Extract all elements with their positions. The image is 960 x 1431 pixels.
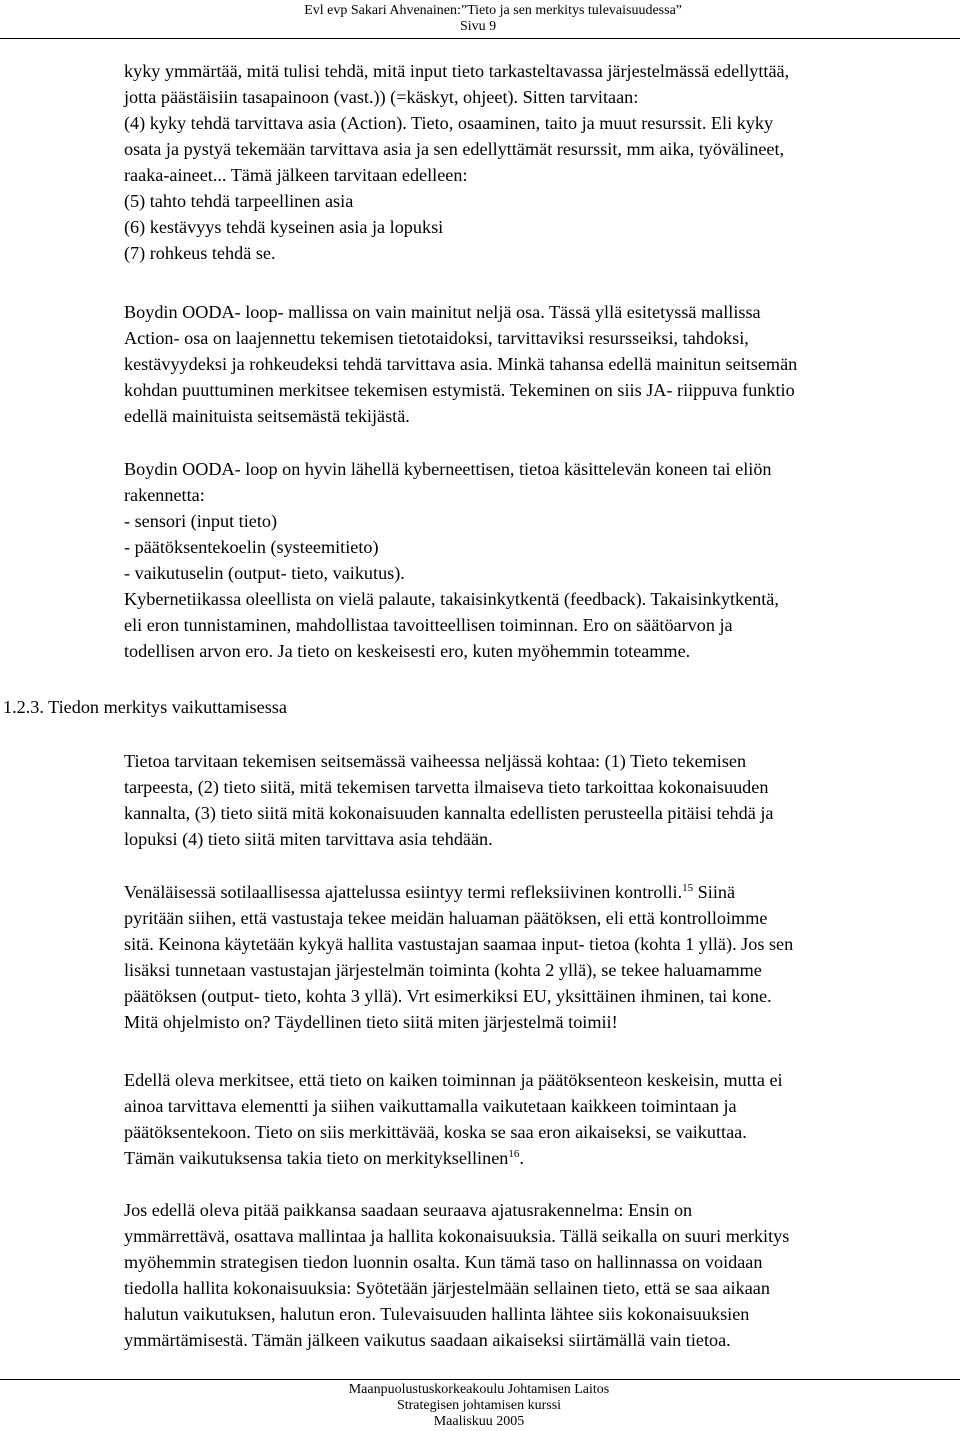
page-footer — [0, 1382, 960, 1430]
paragraph-4 — [124, 748, 954, 852]
text-line: jotta päästäisiin tasapainoon (vast.)) (=käskyt, ohjeet). Sitten tarvitaan: — [124, 87, 639, 107]
text-line: Edellä oleva merkitsee, että tieto on kaiken toiminnan ja päätöksenteon keskeisin, mutta ei — [124, 1070, 783, 1090]
paragraph-2 — [124, 299, 954, 429]
footnote-ref: 15 — [682, 882, 694, 894]
footer-course: Strategisen johtamisen kurssi — [396, 1398, 562, 1413]
text-line: tarpeesta, (2) tieto siitä, mitä tekemisen tarvetta ilmaiseva tieto tarkoittaa kokonaisuuden — [124, 777, 769, 797]
paragraph-7 — [124, 1197, 954, 1353]
list-item: - sensori (input tieto) — [124, 511, 278, 531]
header-divider — [0, 38, 960, 39]
list-item: - päätöksentekoelin (systeemitieto) — [124, 537, 379, 557]
section-heading: 1.2.3. Tiedon merkitys vaikuttamisessa — [3, 697, 287, 717]
text-line: päätöksentekoon. Tieto on siis merkittävää, koska se saa eron aikaiseksi, se vaikuttaa. — [124, 1122, 747, 1142]
text-line: Tietoa tarvitaan tekemisen seitsemässä vaiheessa neljässä kohtaa: (1) Tieto tekemisen — [124, 751, 747, 771]
text-line: eli eron tunnistaminen, mahdollistaa tavoitteellisen toiminnan. Ero on säätöarvon ja — [124, 615, 733, 635]
text-line: raaka-aineet... Tämä jälkeen tarvitaan edelleen: — [124, 165, 468, 185]
text-line — [124, 879, 954, 905]
text-line: (7) rohkeus tehdä se. — [124, 243, 276, 263]
footer-date: Maaliskuu 2005 — [433, 1414, 525, 1429]
text-line: Boydin OODA- loop on hyvin lähellä kyberneettisen, tietoa käsittelevän koneen tai eliön — [124, 459, 772, 479]
text-line: rakennetta: — [124, 485, 205, 505]
text-line: ymmärtämisestä. Tämän jälkeen vaikutus saadaan aikaiseksi siirtämällä vain tietoa. — [124, 1330, 731, 1350]
text-line: kohdan puuttuminen merkitsee tekemisen estymistä. Tekeminen on siis JA- riippuva funktio — [124, 380, 795, 400]
text-line: Jos edellä oleva pitää paikkansa saadaan seuraava ajatusrakennelma: Ensin on — [124, 1200, 693, 1220]
list-item: - vaikutuselin (output- tieto, vaikutus). — [124, 563, 405, 583]
paragraph-1 — [124, 58, 954, 266]
paragraph-5 — [124, 879, 954, 1035]
footer-divider — [0, 1379, 960, 1380]
header-title: Evl evp Sakari Ahvenainen:”Tieto ja sen merkitys tulevaisuudessa” — [304, 3, 682, 18]
text-line: ainoa tarvittava elementti ja siihen vaikuttamalla vaikutetaan kaikkeen toimintaan ja — [124, 1096, 737, 1116]
text-line: edellä mainituista seitsemästä tekijästä. — [124, 406, 410, 426]
text-line: tiedolla hallita kokonaisuuksia: Syötetään järjestelmään sellainen tieto, että se saa aikaan — [124, 1278, 770, 1298]
text-line: Boydin OODA- loop- mallissa on vain mainitut neljä osa. Tässä yllä esitetyssä mallissa — [124, 302, 761, 322]
paragraph-6 — [124, 1067, 954, 1171]
text-line: halutun vaikutuksen, halutun eron. Tulevaisuuden hallinta lähtee siis kokonaisuuksien — [124, 1304, 750, 1324]
text-segment: . — [519, 1148, 524, 1168]
text-line: osata ja pystyä tekemään tarvittava asia ja sen edellyttämät resurssit, mm aika, työvälineet, — [124, 139, 785, 159]
text-line: lopuksi (4) tieto siitä miten tarvittava asia tehdään. — [124, 829, 493, 849]
text-line: (4) kyky tehdä tarvittava asia (Action). Tieto, osaaminen, taito ja muut resurssit. Eli kyky — [124, 113, 774, 133]
text-line: sitä. Keinona käytetään kykyä hallita vastustajan saamaa input- tietoa (kohta 1 yllä). Jos sen — [124, 934, 794, 954]
page-number: Sivu 9 — [460, 19, 497, 34]
text-line: myöhemmin strategisen tiedon luonnin osalta. Kun tämä taso on hallinnassa on voidaan — [124, 1252, 763, 1272]
text-line: lisäksi tunnetaan vastustajan järjestelmän toiminta (kohta 2 yllä), se tekee haluamamme — [124, 960, 762, 980]
text-line: todellisen arvon ero. Ja tieto on keskeisesti ero, kuten myöhemmin toteamme. — [124, 641, 691, 661]
footnote-ref: 16 — [508, 1148, 520, 1160]
footer-institution: Maanpuolustuskorkeakoulu Johtamisen Laitos — [348, 1382, 610, 1397]
text-line: Kybernetiikassa oleellista on vielä palaute, takaisinkytkentä (feedback). Takaisinkytkentä, — [124, 589, 779, 609]
text-line: ymmärrettävä, osattava mallintaa ja hallita kokonaisuuksia. Tällä seikalla on suuri merkitys — [124, 1226, 790, 1246]
text-line: kestävyydeksi ja rohkeudeksi tehdä tarvittava asia. Minkä tahansa edellä mainitun seitsemän — [124, 354, 798, 374]
text-line: kyky ymmärtää, mitä tulisi tehdä, mitä input tieto tarkasteltavassa järjestelmässä edellyttää, — [124, 61, 790, 81]
text-line — [124, 1145, 954, 1171]
text-line: kannalta, (3) tieto siitä mitä kokonaisuuden kannalta edellisten perusteella pitäisi tehdä ja — [124, 803, 774, 823]
text-segment: Venäläisessä sotilaallisessa ajattelussa esiintyy termi refleksiivinen kontrolli. — [124, 882, 683, 902]
text-line: Action- osa on laajennettu tekemisen tietotaidoksi, tarvittaviksi resursseiksi, tahdoksi, — [124, 328, 749, 348]
text-line: pyritään siihen, että vastustaja tekee meidän haluaman päätöksen, eli että kontrolloimme — [124, 908, 768, 928]
text-line: (5) tahto tehdä tarpeellinen asia — [124, 191, 354, 211]
text-line: päätöksen (output- tieto, kohta 3 yllä). Vrt esimerkiksi EU, yksittäinen ihminen, tai kone. — [124, 986, 772, 1006]
paragraph-3 — [124, 456, 954, 664]
text-line: (6) kestävyys tehdä kyseinen asia ja lopuksi — [124, 217, 444, 237]
text-line: Mitä ohjelmisto on? Täydellinen tieto siitä miten järjestelmä toimii! — [124, 1012, 618, 1032]
page-header — [0, 0, 960, 42]
text-segment: Siinä — [693, 882, 736, 902]
text-segment: Tämän vaikutuksensa takia tieto on merkityksellinen — [124, 1148, 509, 1168]
